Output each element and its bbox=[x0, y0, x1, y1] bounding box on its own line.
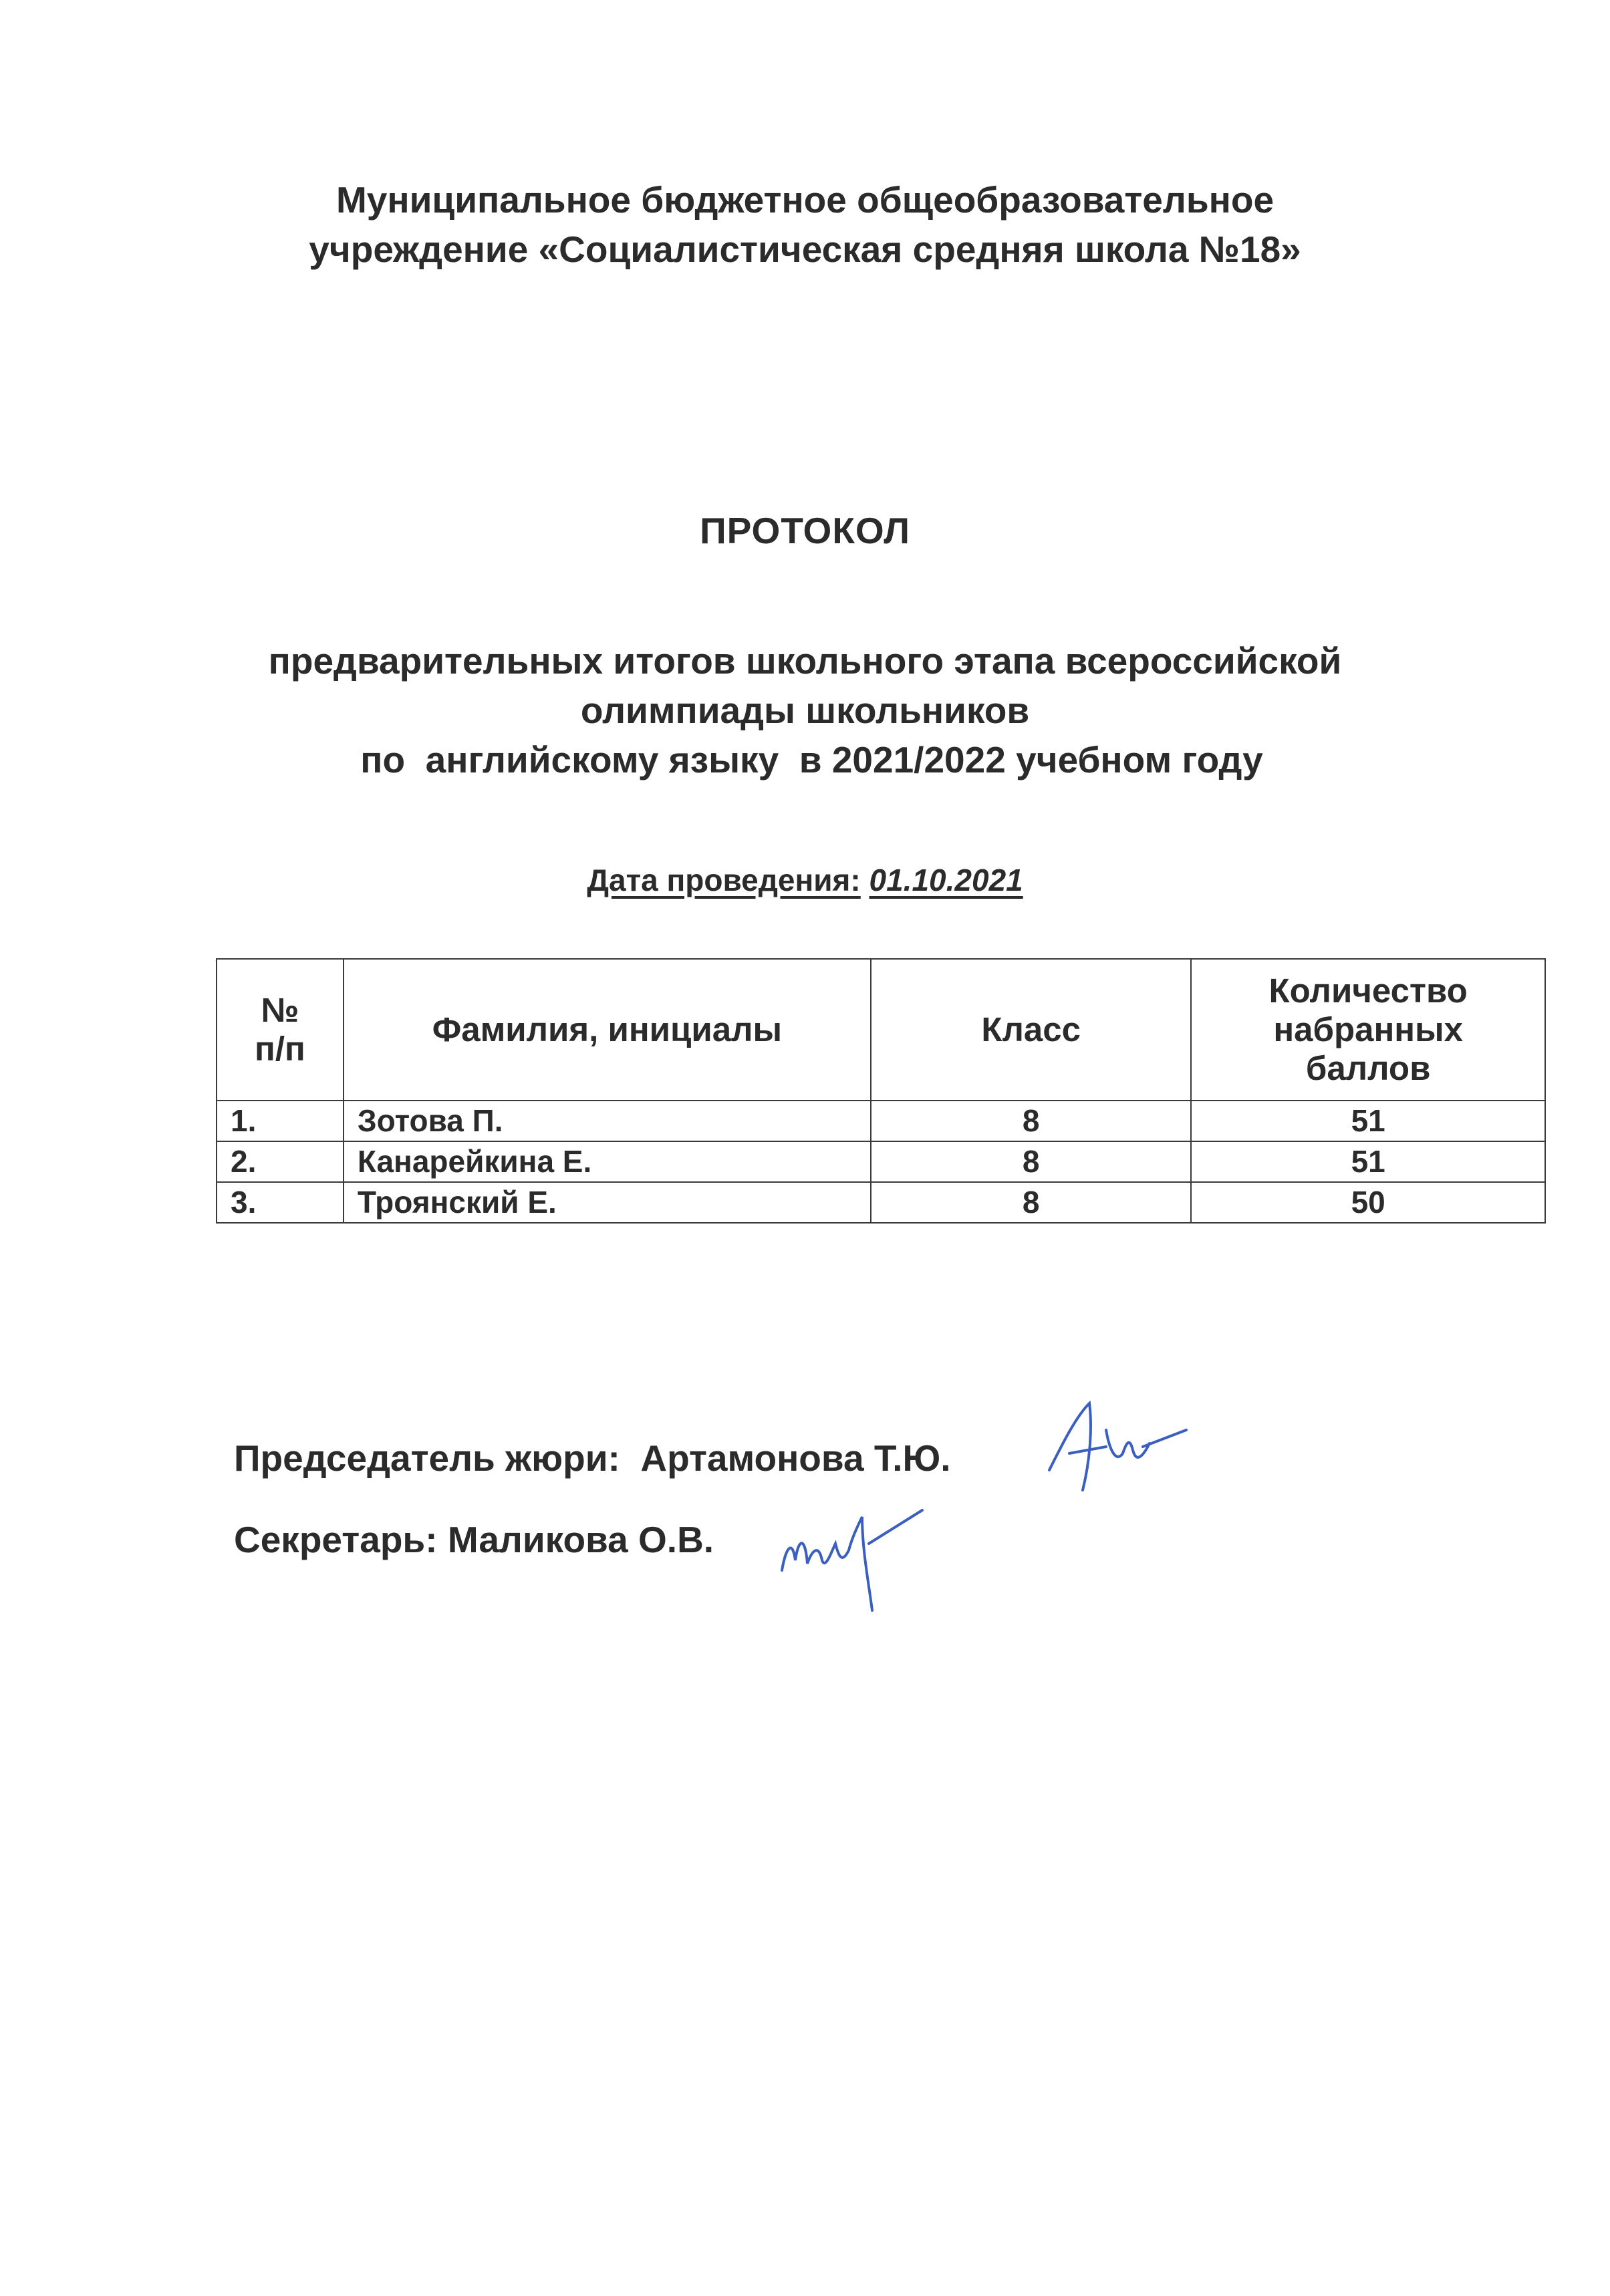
chair-signature-icon bbox=[1043, 1390, 1190, 1503]
subtitle-line3: по английскому языку в 2021/2022 учебном году bbox=[360, 739, 1263, 780]
table-header-row bbox=[217, 959, 1545, 1101]
subtitle-line1: предварительных итогов школьного этапа всероссийской bbox=[268, 640, 1342, 682]
header-score-line2: набранных bbox=[1273, 1010, 1464, 1048]
header-name: Фамилия, инициалы bbox=[344, 959, 871, 1101]
subtitle-line2: олимпиады школьников bbox=[580, 690, 1030, 731]
table-row bbox=[217, 1101, 1545, 1141]
row-num: 2. bbox=[217, 1141, 344, 1182]
school-name bbox=[0, 175, 1610, 274]
header-score-line3: баллов bbox=[1305, 1049, 1431, 1087]
school-name-line1: Муниципальное бюджетное общеобразовательное bbox=[336, 179, 1274, 221]
date-label: Дата проведения: bbox=[587, 863, 861, 897]
header-class: Класс bbox=[871, 959, 1191, 1101]
row-class: 8 bbox=[871, 1101, 1191, 1141]
secretary-line bbox=[234, 1518, 714, 1561]
row-class: 8 bbox=[871, 1141, 1191, 1182]
secretary-label: Секретарь: bbox=[234, 1519, 438, 1560]
school-name-line2: учреждение «Социалистическая средняя школа №18» bbox=[309, 229, 1301, 270]
row-score: 51 bbox=[1191, 1101, 1545, 1141]
document-title: ПРОТОКОЛ bbox=[700, 510, 910, 551]
row-num: 1. bbox=[217, 1101, 344, 1141]
row-num: 3. bbox=[217, 1182, 344, 1223]
jury-chair-name: Артамонова Т.Ю. bbox=[640, 1437, 951, 1479]
table-row bbox=[217, 1141, 1545, 1182]
jury-chair-line bbox=[234, 1437, 951, 1479]
secretary-signature-icon bbox=[769, 1497, 929, 1617]
header-num-line2: п/п bbox=[255, 1030, 305, 1068]
secretary-name: Маликова О.В. bbox=[447, 1519, 714, 1560]
document-subtitle bbox=[0, 636, 1610, 784]
row-score: 51 bbox=[1191, 1141, 1545, 1182]
jury-chair-label: Председатель жюри: bbox=[234, 1437, 620, 1479]
row-name: Канарейкина Е. bbox=[344, 1141, 871, 1182]
header-num-line1: № bbox=[261, 991, 299, 1029]
results-table bbox=[216, 958, 1546, 1224]
table-row bbox=[217, 1182, 1545, 1223]
row-score: 50 bbox=[1191, 1182, 1545, 1223]
header-score-line1: Количество bbox=[1268, 972, 1468, 1010]
header-num bbox=[217, 959, 344, 1101]
date-value: 01.10.2021 bbox=[869, 863, 1023, 897]
date-line bbox=[0, 862, 1610, 898]
row-name: Троянский Е. bbox=[344, 1182, 871, 1223]
row-name: Зотова П. bbox=[344, 1101, 871, 1141]
header-score bbox=[1191, 959, 1545, 1101]
row-class: 8 bbox=[871, 1182, 1191, 1223]
